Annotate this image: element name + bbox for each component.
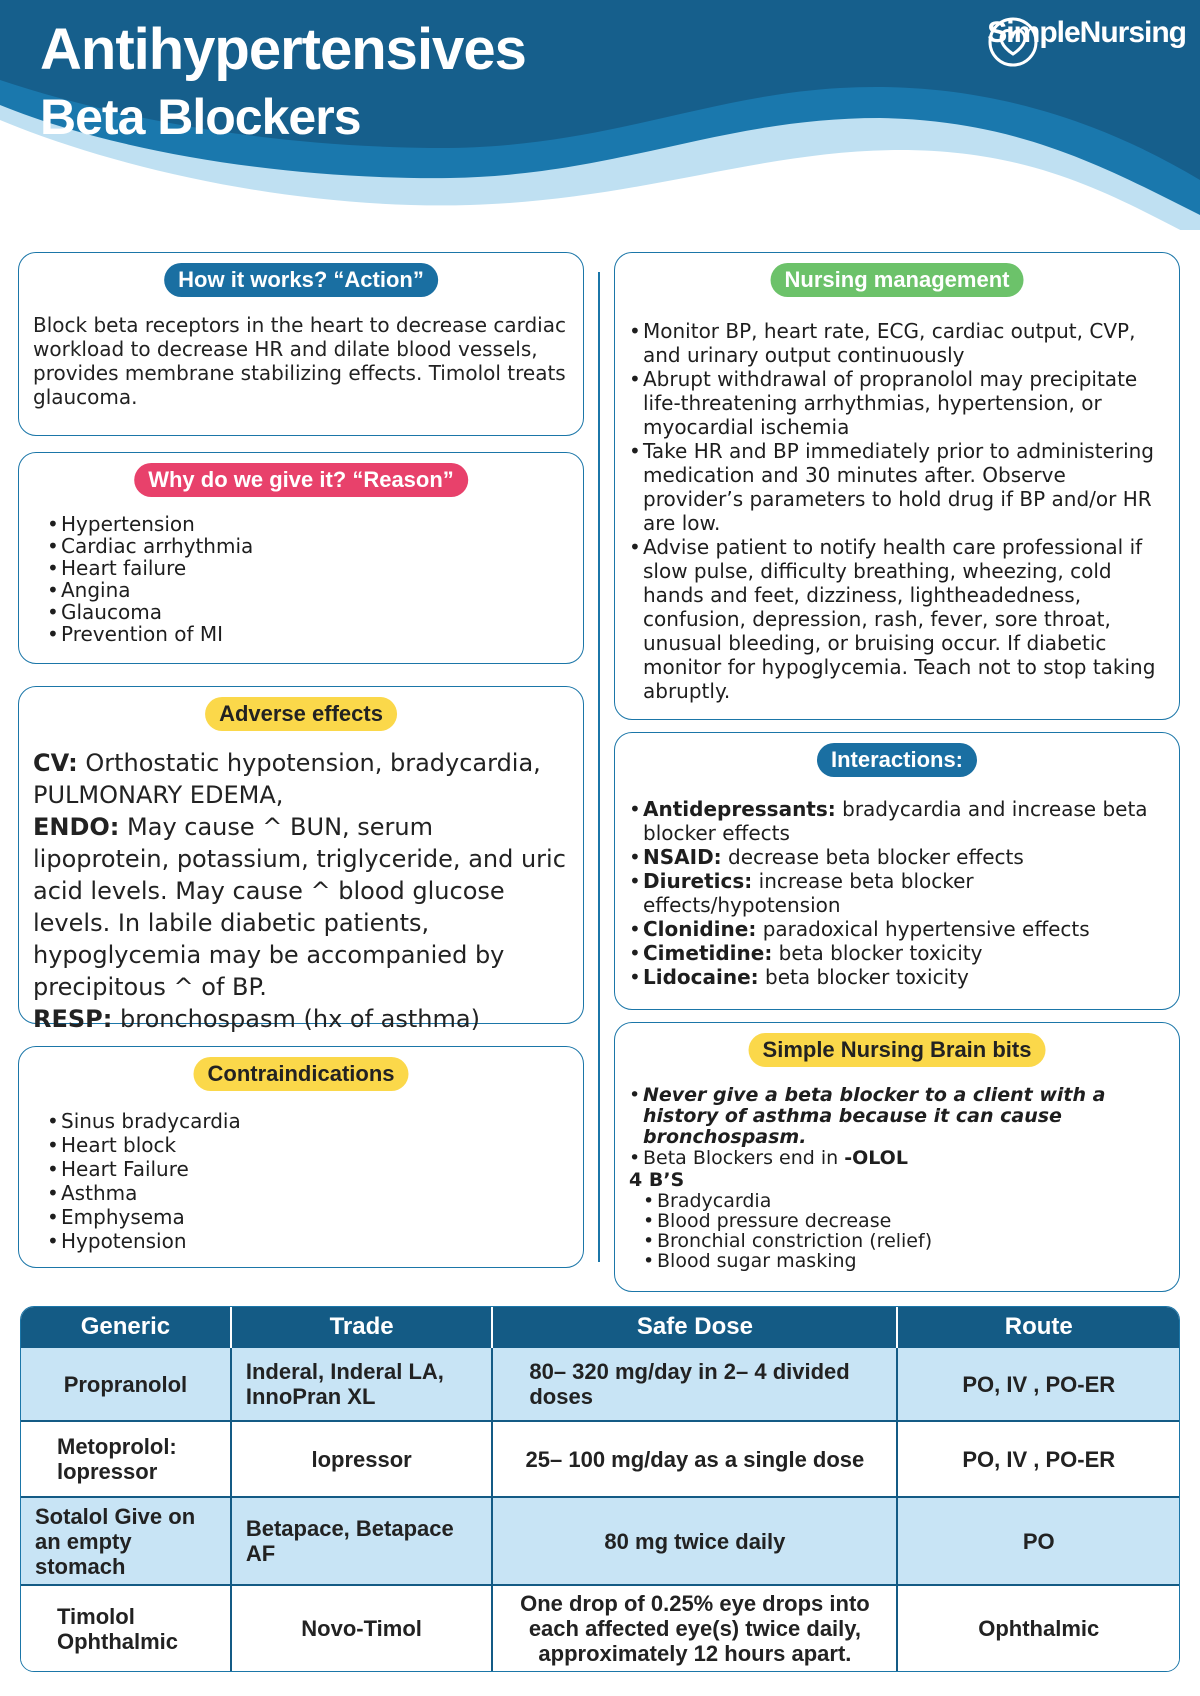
list-item: • Antidepressants: bradycardia and increase beta blocker effects (629, 797, 1169, 845)
column-header-generic: Generic (21, 1307, 231, 1347)
cell-dose: 80– 320 mg/day in 2– 4 divided doses (492, 1347, 897, 1421)
list-item: • Cardiac arrhythmia (47, 535, 253, 557)
list-item: • Monitor BP, heart rate, ECG, cardiac output, CVP, and urinary output continuously (629, 319, 1169, 367)
cell-trade: lopressor (231, 1421, 493, 1497)
list-item: • Angina (47, 579, 253, 601)
reason-card (18, 452, 584, 664)
contraindications-list (47, 1109, 241, 1253)
interactions-heading: Interactions: (817, 743, 977, 777)
stethoscope-heart-icon (987, 16, 1039, 68)
action-card (18, 252, 584, 436)
column-divider (598, 272, 600, 1262)
cell-generic: Timolol Ophthalmic (21, 1585, 231, 1671)
drug-table (20, 1306, 1180, 1672)
brain-bits-ending: • Beta Blockers end in -OLOL (629, 1148, 1165, 1169)
page-title-line2: Beta Blockers (40, 89, 361, 145)
endo-label: ENDO: (33, 813, 120, 841)
table-row (21, 1497, 1179, 1585)
list-item: • Bronchial constriction (relief) (643, 1231, 932, 1251)
adverse-text (33, 747, 569, 1035)
nursing-heading: Nursing management (771, 263, 1024, 297)
list-item: • Diuretics: increase beta blocker effects/hypotension (629, 869, 1169, 917)
table-row (21, 1421, 1179, 1497)
four-bs-list (643, 1191, 932, 1271)
interactions-list (629, 797, 1169, 989)
list-item: • Blood pressure decrease (643, 1211, 932, 1231)
list-item: • Heart Failure (47, 1157, 241, 1181)
list-item: • Clonidine: paradoxical hypertensive effects (629, 917, 1169, 941)
cell-trade: Novo-Timol (231, 1585, 493, 1671)
brain-bits-list (629, 1085, 1165, 1169)
cell-route: PO (897, 1497, 1179, 1585)
adverse-effects-card (18, 686, 584, 1033)
cell-route: PO, IV , PO-ER (897, 1421, 1179, 1497)
contraindications-card (18, 1046, 584, 1268)
cell-route: Ophthalmic (897, 1585, 1179, 1671)
cell-generic: Metoprolol: lopressor (21, 1421, 231, 1497)
table-row (21, 1585, 1179, 1671)
list-item: • Sinus bradycardia (47, 1109, 241, 1133)
cell-dose: 25– 100 mg/day as a single dose (492, 1421, 897, 1497)
list-item: • Hypertension (47, 513, 253, 535)
list-item: • Heart failure (47, 557, 253, 579)
table-row (21, 1347, 1179, 1421)
cell-generic: Propranolol (21, 1347, 231, 1421)
list-item: • Heart block (47, 1133, 241, 1157)
column-header-trade: Trade (231, 1307, 493, 1347)
four-bs-title: 4 B’S (629, 1169, 685, 1191)
cv-label: CV: (33, 749, 78, 777)
resp-label: RESP: (33, 1005, 113, 1033)
list-item: • Lidocaine: beta blocker toxicity (629, 965, 1169, 989)
list-item: • Glaucoma (47, 601, 253, 623)
cell-generic: Sotalol Give on an empty stomach (21, 1497, 231, 1585)
adverse-heading: Adverse effects (205, 697, 397, 731)
cell-route: PO, IV , PO-ER (897, 1347, 1179, 1421)
action-heading: How it works? “Action” (164, 263, 438, 297)
list-item: • Hypotension (47, 1229, 241, 1253)
nursing-management-card (614, 252, 1180, 720)
list-item: • Take HR and BP immediately prior to administering medication and 30 minutes after. Observe provider’s parameters to hold drug if BP and/or HR are low. (629, 439, 1169, 535)
interactions-card (614, 732, 1180, 1010)
contraindications-heading: Contraindications (193, 1057, 408, 1091)
list-item: • Abrupt withdrawal of propranolol may precipitate life-threatening arrhythmias, hypertension, or myocardial ischemia (629, 367, 1169, 439)
list-item: • Asthma (47, 1181, 241, 1205)
list-item: • Advise patient to notify health care professional if slow pulse, difficulty breathing, wheezing, cold hands and feet, dizziness, lightheadedness, confusion, depression, rash, fever, sore throat, unusual bleeding, or bruising occur. If diabetic monitor for hypoglycemia. Teach not to stop taking abruptly. (629, 535, 1169, 703)
brand-logo (987, 16, 1186, 50)
column-header-safe-dose: Safe Dose (492, 1307, 897, 1347)
list-item: • NSAID: decrease beta blocker effects (629, 845, 1169, 869)
brain-bits-heading: Simple Nursing Brain bits (749, 1033, 1046, 1067)
list-item: • Cimetidine: beta blocker toxicity (629, 941, 1169, 965)
reason-heading: Why do we give it? “Reason” (134, 463, 468, 497)
page-header (0, 0, 1200, 230)
list-item: • Blood sugar masking (643, 1251, 932, 1271)
brain-bits-warning: • Never give a beta blocker to a client with a history of asthma because it can cause bronchospasm. (629, 1085, 1165, 1148)
column-header-route: Route (897, 1307, 1179, 1347)
resp-text: bronchospasm (hx of asthma) (112, 1005, 480, 1033)
cell-dose: 80 mg twice daily (492, 1497, 897, 1585)
endo-text: May cause ^ BUN, serum lipoprotein, potassium, triglyceride, and uric acid levels. May cause ^ blood glucose levels. In labile diabetic patients, hypoglycemia may be accompanied by precipitous ^ of BP. (33, 813, 566, 1001)
list-item: • Emphysema (47, 1205, 241, 1229)
brand-name: SimpleNursing (987, 16, 1186, 49)
action-text: Block beta receptors in the heart to decrease cardiac workload to decrease HR and dilate blood vessels, provides membrane stabilizing effects. Timolol treats glaucoma. (33, 313, 566, 409)
list-item: • Prevention of MI (47, 623, 253, 645)
reason-list (47, 513, 253, 645)
cell-trade: Betapace, Betapace AF (231, 1497, 493, 1585)
nursing-list (629, 319, 1169, 703)
cv-text: Orthostatic hypotension, bradycardia, PULMONARY EDEMA, (33, 749, 541, 809)
cell-trade: Inderal, Inderal LA, InnoPran XL (231, 1347, 493, 1421)
page-title-line1: Antihypertensives (40, 17, 526, 82)
list-item: • Bradycardia (643, 1191, 932, 1211)
cell-dose: One drop of 0.25% eye drops into each affected eye(s) twice daily, approximately 12 hours apart. (492, 1585, 897, 1671)
brain-bits-card (614, 1022, 1180, 1292)
